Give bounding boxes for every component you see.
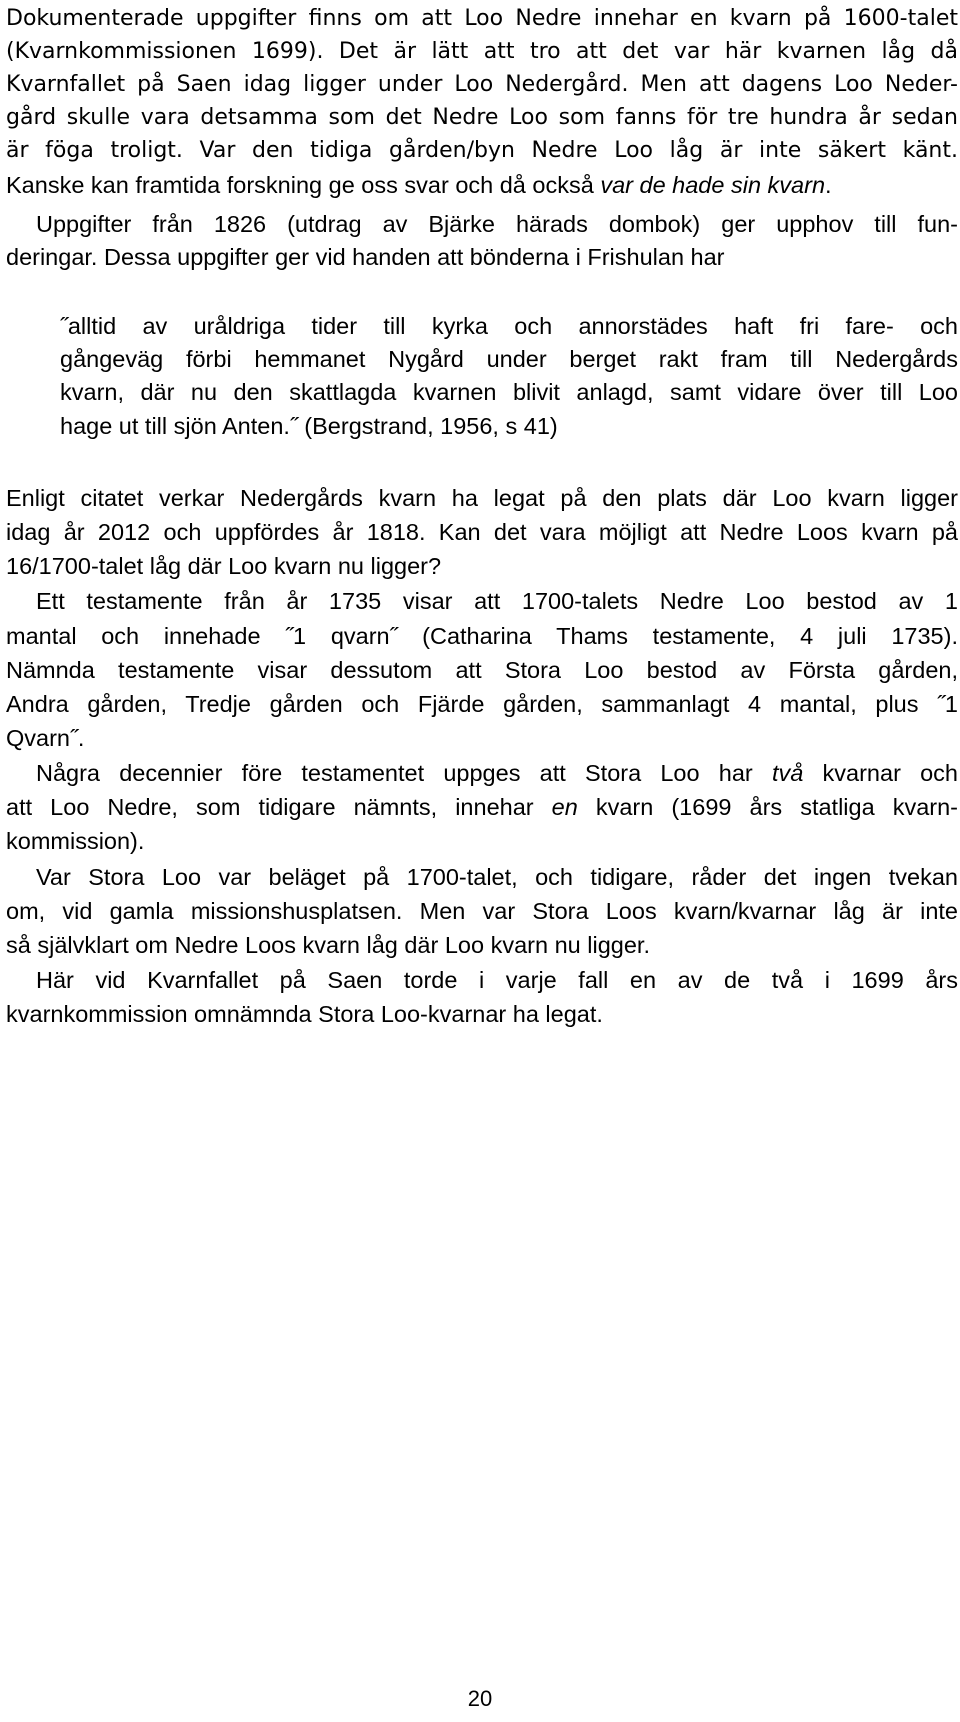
text-span: kvarnar och xyxy=(803,760,958,786)
quote-line xyxy=(60,410,958,443)
italic-phrase: var de hade sin kvarn xyxy=(600,172,826,198)
text-span: . xyxy=(825,172,832,198)
quote-text: alltid av uråldriga tider till kyrka och annorstädes haft fri fare- och xyxy=(67,313,958,339)
quote-line: kvarn, där nu den skattlagda kvarnen blivit anlagd, samt vidare över till Loo xyxy=(60,379,958,405)
text-line: Andra gården, Tredje gården och Fjärde gården, sammanlagt 4 mantal, plus ˝1 xyxy=(6,691,958,717)
italic-word: en xyxy=(551,794,578,820)
text-line: Kvarnfallet på Saen idag ligger under Loo Nedergård. Men att dagens Loo Neder- xyxy=(6,72,958,97)
text-span: Kanske kan framtida forskning ge oss svar och då också xyxy=(6,172,601,198)
text-line: om, vid gamla missionshusplatsen. Men var Stora Loos kvarn/kvarnar låg är inte xyxy=(6,898,958,924)
quote-text: hage ut till sjön Anten. xyxy=(60,413,290,439)
text-line: Qvarn˝. xyxy=(6,725,85,751)
quote-line: gångeväg förbi hemmanet Nygård under berget rakt fram till Nedergårds xyxy=(60,346,958,372)
text-span: att Loo Nedre, som tidigare nämnts, innehar xyxy=(6,794,552,820)
text-line: kommission). xyxy=(6,828,145,854)
text-line: Här vid Kvarnfallet på Saen torde i varje fall en av de två i 1699 års xyxy=(36,967,958,993)
text-line xyxy=(6,757,958,790)
text-line: 16/1700-talet låg där Loo kvarn nu ligger? xyxy=(6,553,442,579)
italic-word: två xyxy=(771,760,804,786)
text-line: Nämnda testamente visar dessutom att Stora Loo bestod av Första gården, xyxy=(6,657,958,683)
text-line: kvarnkommission omnämnda Stora Loo-kvarnar ha legat. xyxy=(6,1001,603,1027)
text-line: är föga troligt. Var den tidiga gården/byn Nedre Loo låg är inte säkert känt. xyxy=(6,138,958,163)
text-span: Några decennier före testamentet uppges att Stora Loo har xyxy=(36,760,772,786)
text-line: Dokumenterade uppgifter finns om att Loo Nedre innehar en kvarn på 1600-talet xyxy=(6,6,958,31)
citation: (Bergstrand, 1956, s 41) xyxy=(297,413,558,439)
text-span: kvarn (1699 års statliga kvarn- xyxy=(577,794,958,820)
text-line: så självklart om Nedre Loos kvarn låg där Loo kvarn nu ligger. xyxy=(6,932,650,958)
text-line: gård skulle vara detsamma som det Nedre Loo som fanns för tre hundra år sedan xyxy=(6,105,958,130)
text-line xyxy=(6,169,958,202)
text-line: deringar. Dessa uppgifter ger vid handen att bönderna i Frishulan har xyxy=(6,244,725,270)
text-line: Uppgifter från 1826 (utdrag av Bjärke härads dombok) ger upphov till fun- xyxy=(36,211,958,237)
close-quote-mark: ˝ xyxy=(289,413,298,439)
text-line: Enligt citatet verkar Nedergårds kvarn ha legat på den plats där Loo kvarn ligger xyxy=(6,485,958,511)
text-line: Ett testamente från år 1735 visar att 1700-talets Nedre Loo bestod av 1 xyxy=(36,588,958,614)
quote-line xyxy=(60,310,958,343)
text-line: mantal och innehade ˝1 qvarn˝ (Catharina Thams testamente, 4 juli 1735). xyxy=(6,623,958,649)
text-line: idag år 2012 och uppfördes år 1818. Kan det vara möjligt att Nedre Loos kvarn på xyxy=(6,519,958,545)
page-number: 20 xyxy=(467,1686,493,1711)
text-line xyxy=(6,791,958,824)
text-line: (Kvarnkommissionen 1699). Det är lätt att tro att det var här kvarnen låg då xyxy=(6,39,958,64)
open-quote-mark: ˝ xyxy=(60,313,68,339)
text-line: Var Stora Loo var beläget på 1700-talet, och tidigare, råder det ingen tvekan xyxy=(36,864,958,890)
